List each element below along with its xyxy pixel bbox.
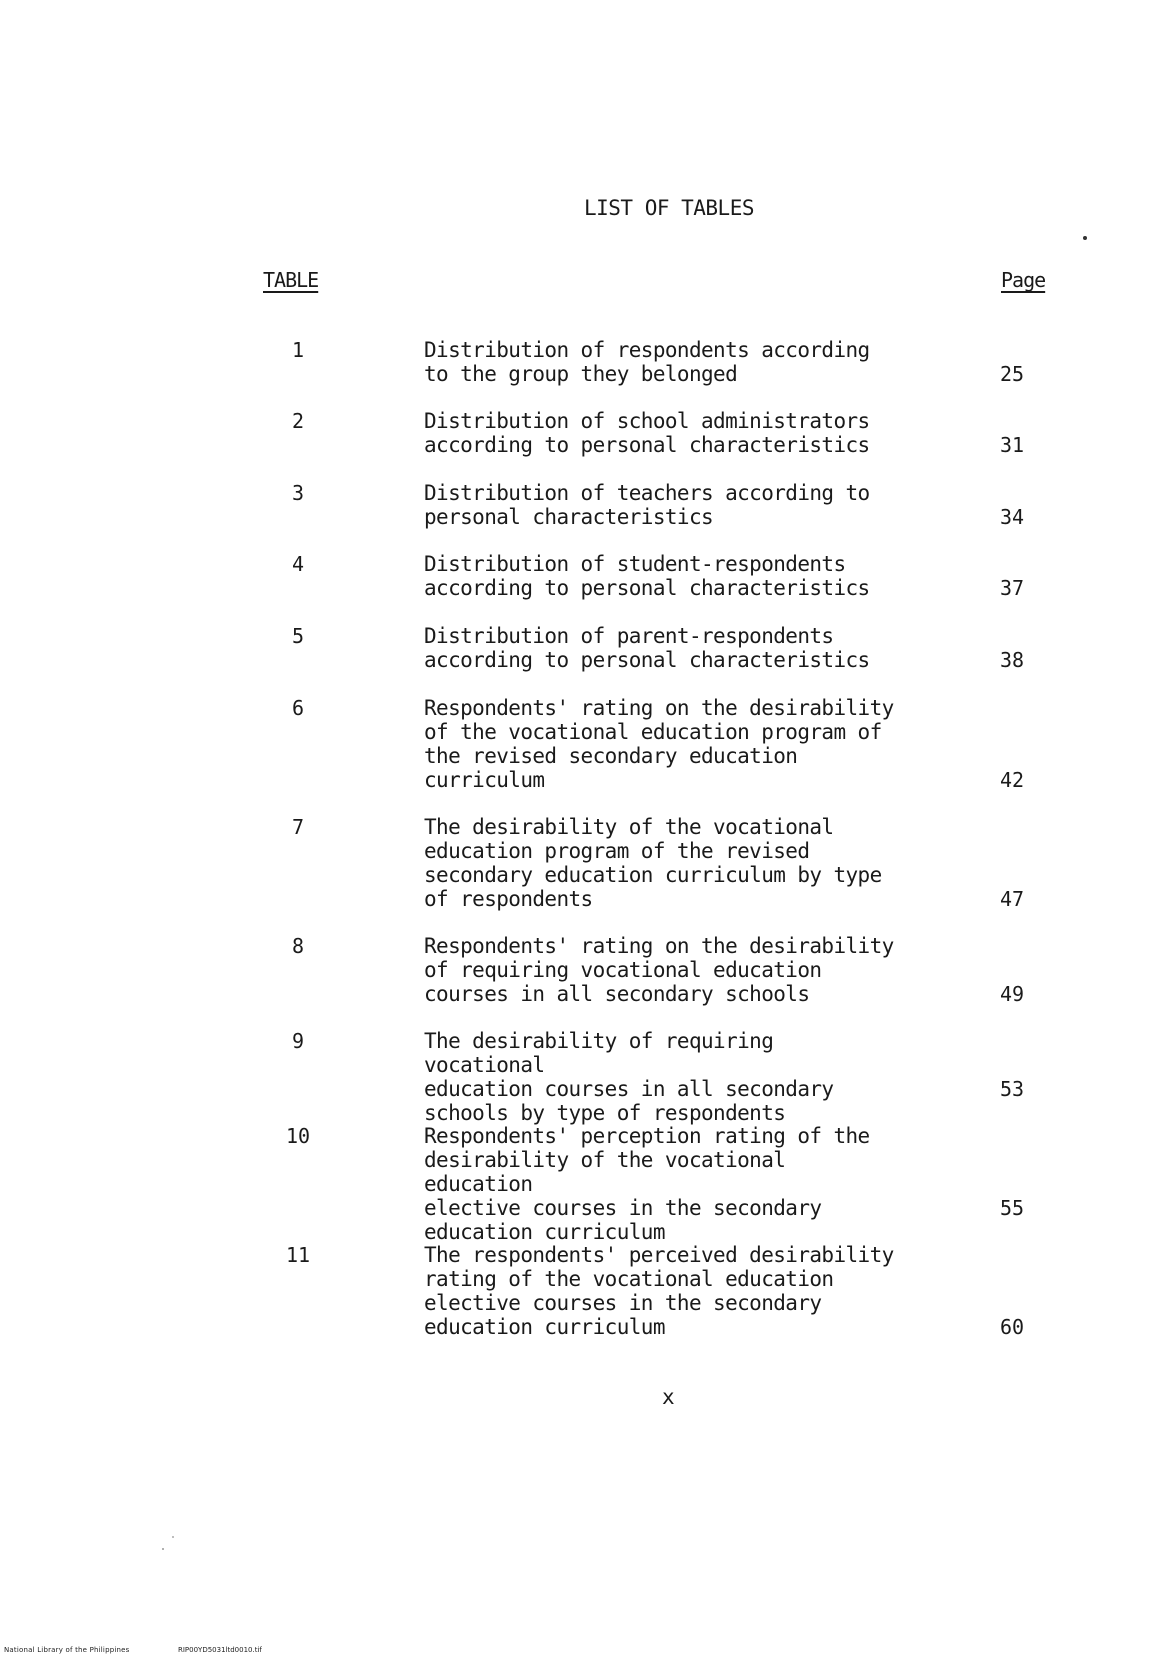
table-page: 42 [1000,768,1025,792]
table-page: 55 [1000,1196,1025,1220]
table-number: 5 [291,624,305,648]
table-number: 7 [291,815,305,839]
table-page: 31 [1000,433,1025,457]
scan-speck [172,1536,174,1538]
table-title: Respondents' rating on the desirability of the vocational education program of the revised secondary education curriculum [424,696,894,792]
scan-speck [162,1548,164,1550]
table-number: 11 [285,1243,311,1267]
table-page: 47 [1000,887,1025,911]
table-page: 53 [1000,1077,1025,1101]
table-number: 3 [291,481,305,505]
table-title: The desirability of the vocational education program of the revised secondary education curriculum by type of respondents [424,815,882,911]
table-title: Distribution of student-respondents according to personal characteristics [424,552,870,600]
table-title: Respondents' perception rating of the desirability of the vocational education elective courses in the secondary education curriculum [424,1124,870,1244]
table-number: 1 [291,338,305,362]
footer-library-name: National Library of the Philippines [4,1646,130,1654]
table-page: 49 [1000,982,1025,1006]
table-number: 6 [291,696,305,720]
page-title: LIST OF TABLES [583,196,754,220]
table-title: Respondents' rating on the desirability of requiring vocational education courses in all secondary schools [424,934,894,1006]
table-title: Distribution of parent-respondents according to personal characteristics [424,624,870,672]
table-number: 9 [291,1029,305,1053]
table-title: The desirability of requiring vocational education courses in all secondary schools by type of respondents [424,1029,834,1125]
table-number: 8 [291,934,305,958]
table-number: 4 [291,552,305,576]
table-page: 60 [1000,1315,1025,1339]
table-title: The respondents' perceived desirability rating of the vocational education elective courses in the secondary education curriculum [424,1243,894,1339]
table-title: Distribution of respondents according to the group they belonged [424,338,870,386]
table-page: 25 [1000,362,1025,386]
table-number: 2 [291,409,305,433]
table-page: 37 [1000,576,1025,600]
table-number: 10 [285,1124,311,1148]
table-page: 38 [1000,648,1025,672]
page-column-heading: Page [1001,268,1046,292]
table-title: Distribution of school administrators according to personal characteristics [424,409,870,457]
footer-file-name: RIP00YD5031ltd0010.tif [178,1646,262,1654]
table-page: 34 [1000,505,1025,529]
table-title: Distribution of teachers according to personal characteristics [424,481,870,529]
page-number: x [662,1385,675,1409]
table-column-heading: TABLE [263,268,319,292]
scan-speck [1083,236,1087,240]
